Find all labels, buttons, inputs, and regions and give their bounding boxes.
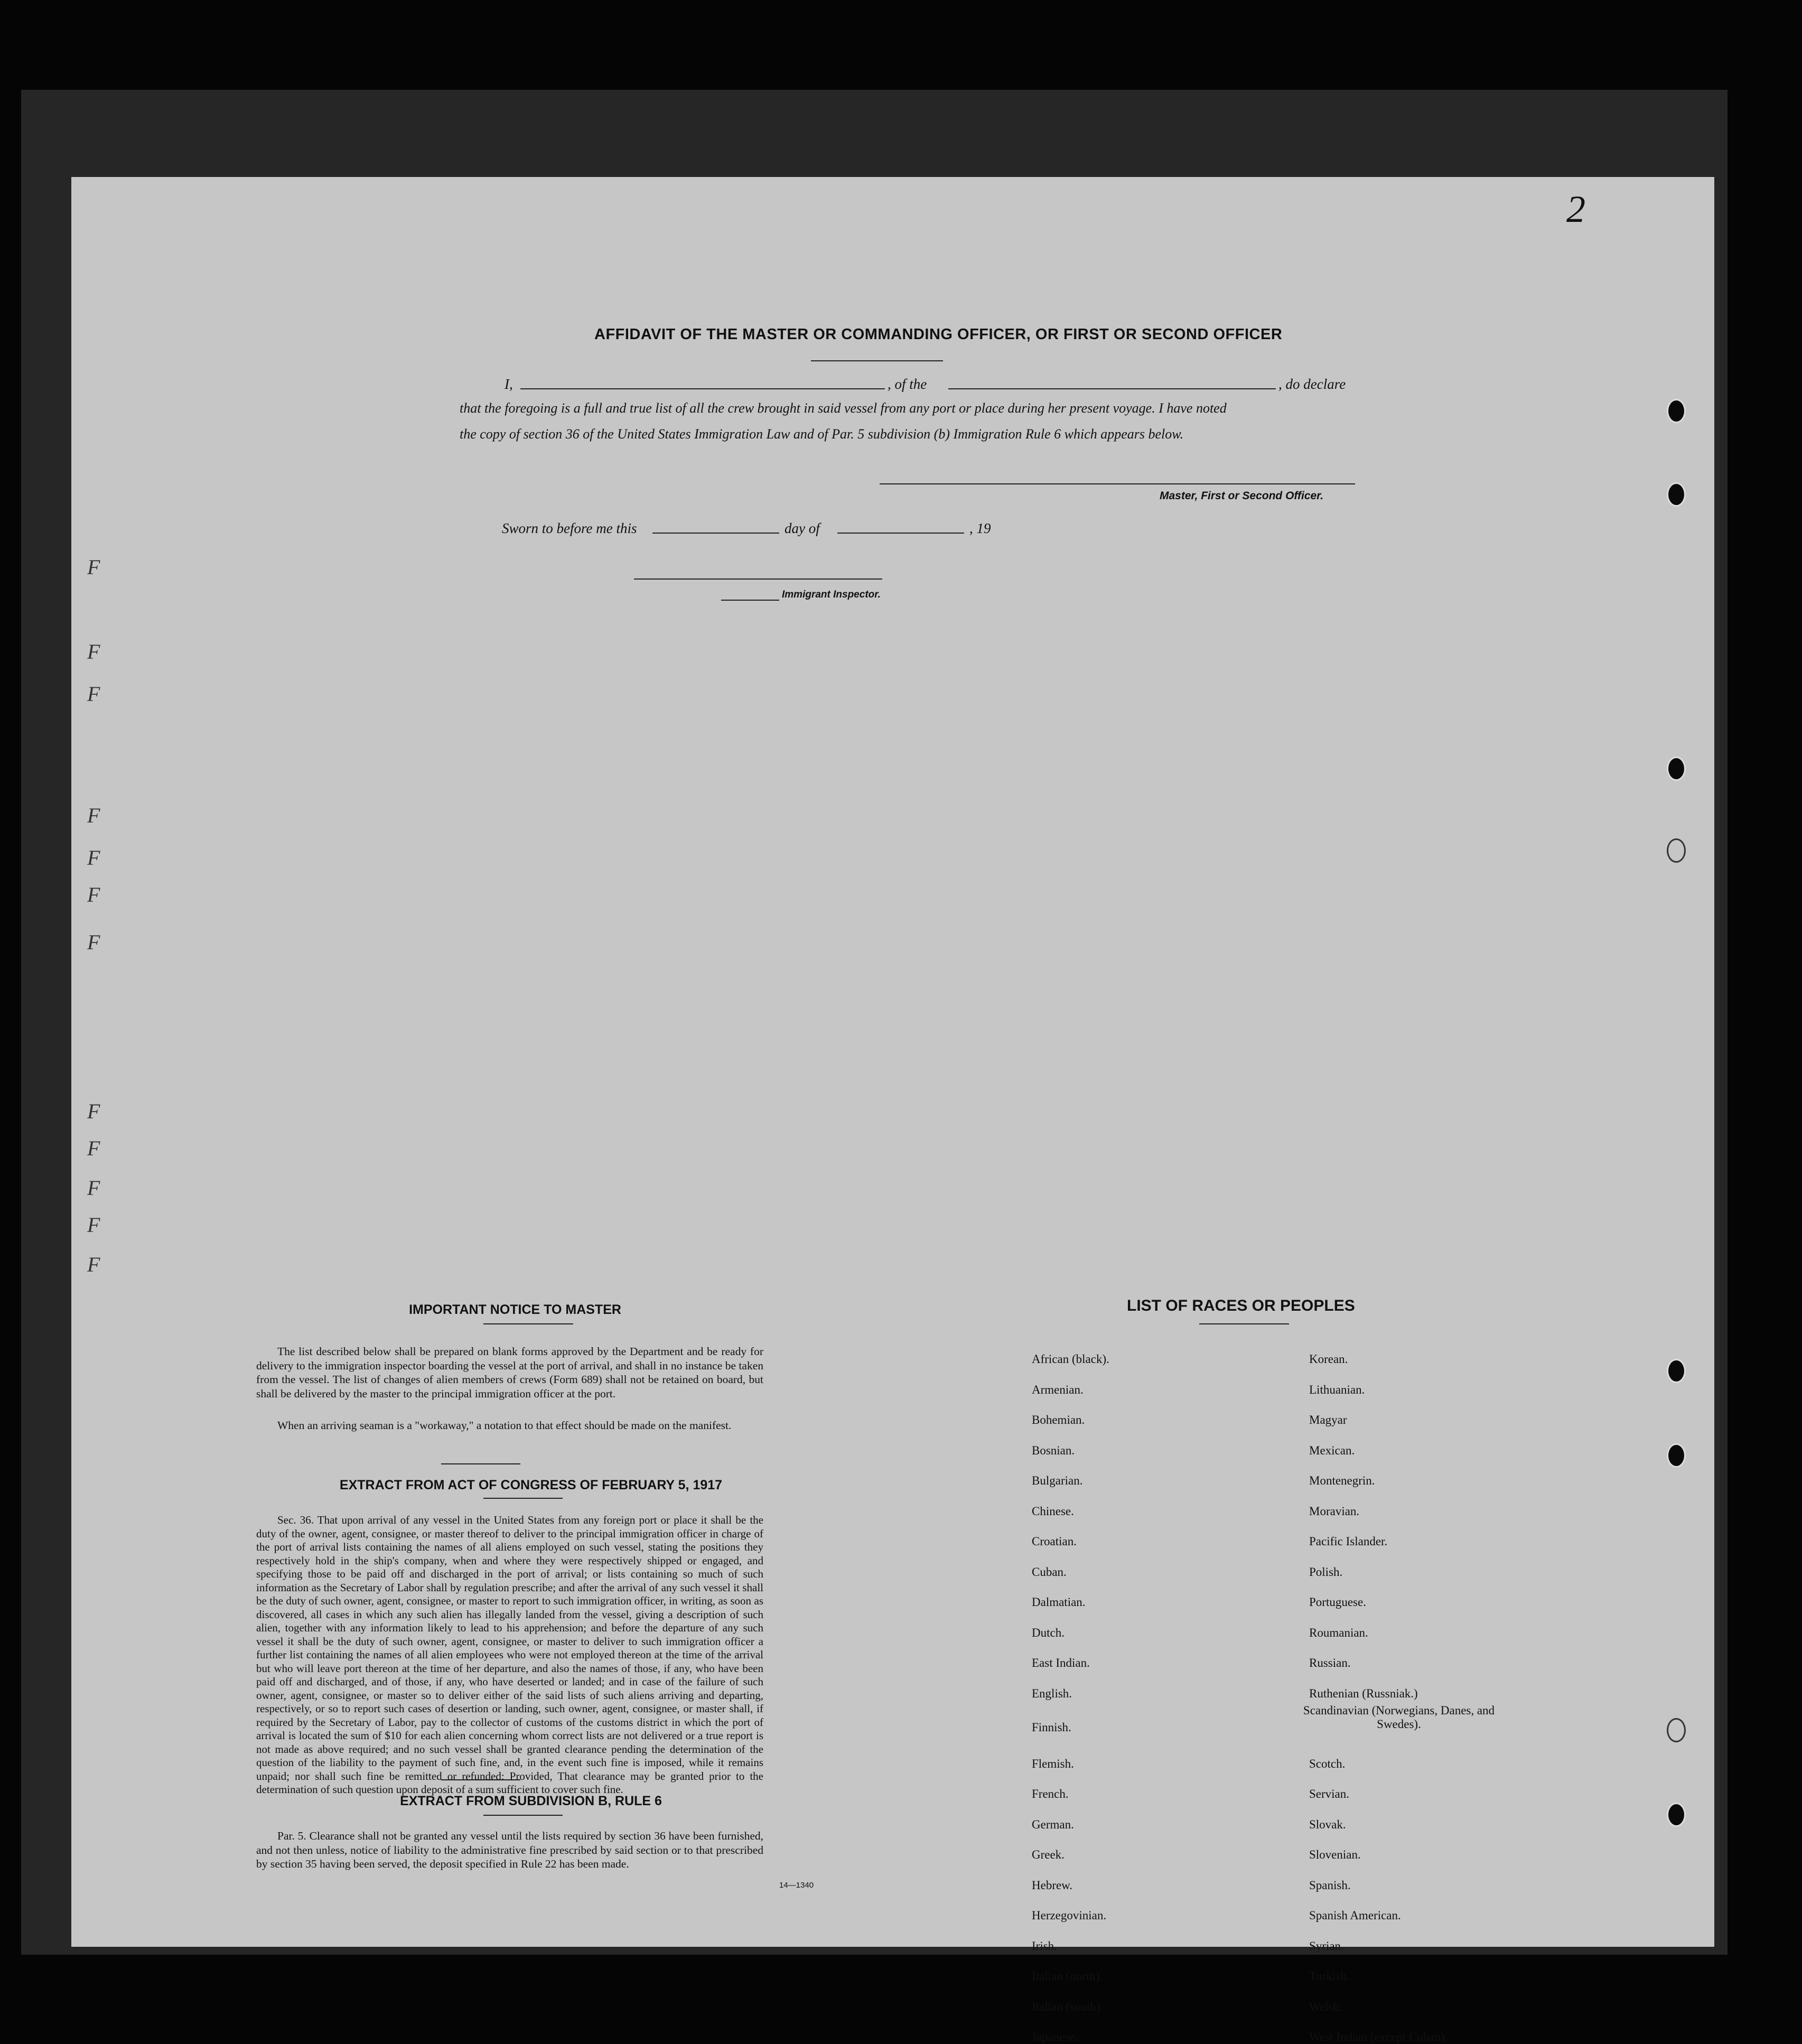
section-rule — [441, 1463, 520, 1464]
affidavit-of-the: , of the — [888, 376, 927, 392]
race-item: East Indian. — [1032, 1656, 1090, 1669]
affidavit-line-2: that the foregoing is a full and true list of all the crew brought in said vessel from any port or place during her present voyage. I have noted — [460, 400, 1227, 416]
rule-rule-top — [441, 1779, 520, 1780]
race-item: Scotch. — [1309, 1757, 1346, 1770]
race-item: Bosnian. — [1032, 1443, 1075, 1457]
race-item: Finnish. — [1032, 1721, 1071, 1734]
race-item: Dutch. — [1032, 1626, 1065, 1639]
margin-handwriting: F — [87, 555, 100, 579]
act-section-36-text: Sec. 36. That upon arrival of any vessel in the United States from any foreign port or place it shall be the duty of the owner, agent, consignee, or master thereof to deliver to the principal immigration officer in charge of the port of arrival lists containing the names of all aliens employed on such vessel, stating the positions they respectively hold in the ship's company, when and where they were respectively shipped or engaged, and specifying those to be paid off and discharged in the port of arrival; or lists containing so much of such information as the Secretary of Labor shall by regulation prescribe; and after the arrival of any such vessel it shall be the duty of such owner, agent, consignee, or master to report to such immigration officer, in writing, as soon as discovered, all cases in which any such alien has illegally landed from the vessel, giving a description of such alien, together with any information likely to lead to his apprehension; and before the departure of any such vessel it shall be the duty of such owner, agent, consignee, or master to deliver to such immigration officer a further list containing the names of all alien employees who were not employed thereon at the time of the arrival but who will leave port thereon at the time of her departure, and also the names of those, if any, who have been paid off and discharged, and of those, if any, who have deserted or landed; and in case of the failure of such owner, agent, consignee, or master so to deliver either of the said lists of such aliens arriving and departing, respectively, or so to report such cases of desertion or landing, such owner, agent, consignee, or master shall, if required by the Secretary of Labor, pay to the collector of customs of the customs district in which the port of arrival is located the sum of $10 for each alien concerning whom correct lists are not delivered or a true report is not made as above required; and no such vessel shall be granted clearance pending the determination of the question of the liability to the payment of such fine, and, in the event such fine is imposed, while it remains unpaid; nor shall such fine be remitted or refunded: Provided, That clearance may be granted prior to the determination of such question upon deposit of a sum sufficient to cover such fine. — [256, 1514, 763, 1796]
race-item: Turkish. — [1309, 1970, 1350, 1983]
margin-handwriting: F — [87, 1213, 100, 1237]
margin-handwriting: F — [87, 883, 100, 907]
race-item: Roumanian. — [1309, 1626, 1368, 1639]
day-of-label: day of — [785, 520, 820, 536]
race-item: Portuguese. — [1309, 1595, 1366, 1609]
race-item: Spanish American. — [1309, 1909, 1401, 1922]
title-rule — [811, 360, 943, 361]
notice-para-2-text: When an arriving seaman is a "workaway," a notation to that effect should be made on the manifest. — [277, 1419, 732, 1432]
affidavit-line-3: the copy of section 36 of the United States Immigration Law and of Par. 5 subdivision (b) Immigration Rule 6 which appears below. — [460, 426, 1184, 442]
race-item: Armenian. — [1032, 1383, 1084, 1396]
punch-hole — [1667, 1359, 1686, 1383]
race-item: Lithuanian. — [1309, 1383, 1365, 1396]
act-section-36 — [256, 1514, 763, 1797]
form-number: 14—1340 — [779, 1881, 814, 1890]
race-item: Dalmatian. — [1032, 1595, 1086, 1609]
rule-paragraph-text: Par. 5. Clearance shall not be granted any vessel until the lists required by section 36 have been furnished, and not then unless, notice of liability to the administrative fine prescribed by said section or to that prescribed by section 35 having been served, the deposit specified in Rule 22 has been made. — [256, 1830, 763, 1870]
race-item: Greek. — [1032, 1848, 1065, 1861]
race-item: Italian (north). — [1032, 1970, 1103, 1983]
affidavit-i: I, — [505, 376, 513, 392]
margin-handwriting: F — [87, 640, 100, 664]
signature-line — [880, 483, 1355, 484]
notice-title: IMPORTANT NOTICE TO MASTER — [409, 1302, 621, 1317]
affidavit-title: AFFIDAVIT OF THE MASTER OR COMMANDING OFFICER, OR FIRST OR SECOND OFFICER — [594, 326, 1283, 343]
punch-hole — [1667, 1803, 1686, 1827]
punch-hole — [1667, 399, 1686, 423]
notice-paragraph-2 — [256, 1418, 763, 1433]
race-item: African (black). — [1032, 1352, 1109, 1366]
race-item: Polish. — [1309, 1565, 1343, 1579]
margin-handwriting: F — [87, 1099, 100, 1123]
rule-rule-bottom — [483, 1815, 563, 1816]
race-item: Chinese. — [1032, 1504, 1074, 1518]
margin-handwriting: F — [87, 1253, 100, 1276]
notice-para-1-text: The list described below shall be prepared on blank forms approved by the Department and be ready for delivery to the immigration inspector boarding the vessel at the port of arrival, and shall in no instance be taken from the vessel. The list of changes of alien members of crews (Form 689) shall not be retained on board, but shall be delivered by the master to the principal immigration officer at the port. — [256, 1345, 763, 1400]
race-item: Ruthenian (Russniak.) — [1309, 1686, 1418, 1700]
page-number: 2 — [1566, 188, 1585, 230]
race-item: Bulgarian. — [1032, 1474, 1083, 1487]
affidavit-declare: , do declare — [1278, 376, 1346, 392]
race-item: Italian (south). — [1032, 2000, 1104, 2013]
margin-handwriting: F — [87, 846, 100, 870]
race-item: Croatian. — [1032, 1535, 1077, 1548]
name-blank — [520, 388, 885, 389]
race-item: Hebrew. — [1032, 1878, 1073, 1892]
inspector-signature-line — [634, 578, 882, 580]
punch-hole — [1667, 757, 1686, 781]
manifest-page — [71, 177, 1714, 2043]
rule-extract-title: EXTRACT FROM SUBDIVISION B, RULE 6 — [400, 1794, 662, 1808]
races-title: LIST OF RACES OR PEOPLES — [1127, 1297, 1355, 1314]
punch-hole — [1667, 1443, 1686, 1468]
race-item: Welsh. — [1309, 2000, 1342, 2013]
race-item: Servian. — [1309, 1787, 1350, 1800]
race-item: Magyar — [1309, 1413, 1347, 1426]
race-item: Korean. — [1309, 1352, 1348, 1366]
race-item: Herzegovinian. — [1032, 1909, 1107, 1922]
race-item: French. — [1032, 1787, 1069, 1800]
punch-hole — [1667, 1718, 1686, 1742]
race-item: German. — [1032, 1817, 1074, 1831]
race-item: Montenegrin. — [1309, 1474, 1375, 1487]
vessel-blank — [948, 388, 1276, 389]
act-rule — [483, 1498, 563, 1499]
race-item: Syrian. — [1309, 1939, 1344, 1953]
inspector-label: Immigrant Inspector. — [782, 589, 881, 600]
race-item: Bohemian. — [1032, 1413, 1085, 1426]
punch-hole — [1667, 482, 1686, 507]
races-rule — [1199, 1323, 1289, 1324]
margin-handwriting: F — [87, 930, 100, 954]
margin-handwriting: F — [87, 1136, 100, 1160]
race-item: Slovak. — [1309, 1817, 1346, 1831]
race-item: Flemish. — [1032, 1757, 1074, 1770]
punch-hole — [1667, 838, 1686, 863]
race-item: Moravian. — [1309, 1504, 1360, 1518]
margin-handwriting: F — [87, 804, 100, 827]
race-item: Irish. — [1032, 1939, 1057, 1953]
sworn-label: Sworn to before me this — [502, 520, 637, 536]
race-item: Mexican. — [1309, 1443, 1355, 1457]
race-item: West Indian (except Cuban). — [1309, 2030, 1448, 2043]
notice-paragraph-1 — [256, 1345, 763, 1401]
margin-handwriting: F — [87, 682, 100, 706]
month-blank — [837, 533, 964, 534]
year-prefix: , 19 — [969, 520, 991, 536]
race-item: Scandinavian (Norwegians, Danes, and Swedes). — [1303, 1704, 1495, 1731]
inspector-rule — [721, 600, 779, 601]
act-extract-title: EXTRACT FROM ACT OF CONGRESS OF FEBRUARY 5, 1917 — [339, 1478, 723, 1492]
signature-label: Master, First or Second Officer. — [1160, 490, 1324, 502]
race-item: Spanish. — [1309, 1878, 1351, 1892]
margin-handwriting: F — [87, 1176, 100, 1200]
race-item: Pacific Islander. — [1309, 1535, 1388, 1548]
notice-rule — [483, 1323, 573, 1324]
rule-paragraph — [256, 1829, 763, 1871]
race-item: Russian. — [1309, 1656, 1351, 1669]
race-item: Slovenian. — [1309, 1848, 1361, 1861]
race-item: Japanese. — [1032, 2030, 1078, 2043]
race-item: English. — [1032, 1686, 1072, 1700]
race-item: Cuban. — [1032, 1565, 1067, 1579]
day-blank — [652, 533, 779, 534]
